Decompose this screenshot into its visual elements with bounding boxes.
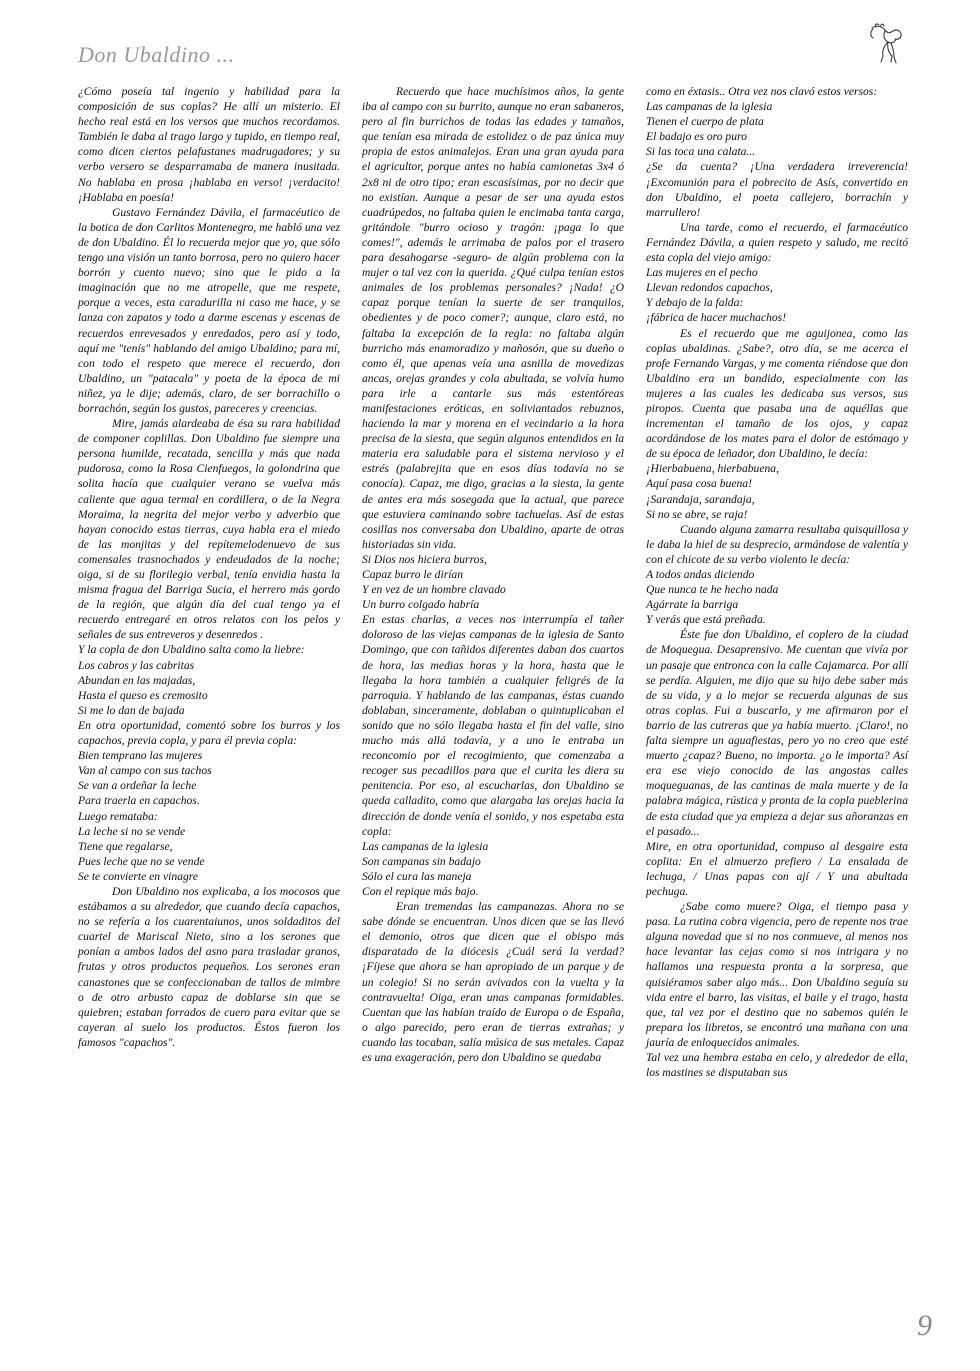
verse-line: Las campanas de la iglesia	[362, 839, 489, 853]
body-paragraph: Mire, jamás alardeaba de ésa su rara habilidad de componer coplillas. Don Ubaldino fue siempre una persona humilde, recatada, sencilla y más que nada pudorosa, como la Rosa Cienfuegos, la golondrina que solita hacía que cualquier verano se vuelva más caliente que agua termal en cordillera, o de la Negra Moraima, la negrita del mejor verbo y adverbio que hayan conocido estas tierras, cuya habla era el miedo de las monjitas y del repítemelodenuevo de sus comensales trasnochados y endeudados de la noche; oiga, si de su florilegio verbal, tenía envidia hasta la misma fragua del Barriga Sucia, el herrero más gordo de la región, que algún día del cual tengo ya el recuerdo entregaré en otros relatos con los pelos y señales de sus entreveros y desenredos .	[78, 417, 340, 642]
verse-line: Aquí pasa cosa buena!	[646, 477, 752, 491]
verse-line: Son campanas sin badajo	[362, 854, 481, 868]
verse-line: Hasta el queso es cremosito	[78, 688, 208, 702]
body-paragraph: Cuando alguna zamarra resultaba quisquillosa y le daba la hiel de su desprecio, armándose de valentía y con el chicote de su verbo violento le decía:	[646, 522, 908, 566]
verse-line: Si las toca una calata...	[646, 145, 756, 159]
body-paragraph: Una tarde, como el recuerdo, el farmacéutico Fernández Dávila, a quien respeto y saludo, me recitó esta copla del viejo amigo:	[646, 220, 908, 265]
verse-line: Sólo el cura las maneja	[362, 869, 472, 883]
page-title: Don Ubaldino ...	[78, 42, 235, 67]
verse-line: ¡Sarandaja, sarandaja,	[646, 492, 755, 506]
body-paragraph: ¿Sabe como muere? Oiga, el tiempo pasa y pasa. La rutina cobra vigencia, pero de repente nos trae alguna novedad que si no nos conmueve, al menos nos hace levantar las cejas como si nos intrigara y no hallamos una respuesta pronta a la sorpresa, que quisiéramos saber algo más... Don Ubaldino seguía su vida entre el barro, las visitas, el baile y el trago, hasta que, tal vez por el destino que no sabemos quién le prepara los libretos, se encontró una mañana con una jauría de enloquecidos animales.	[646, 900, 908, 1049]
verse-line: Y debajo de la falda:	[646, 296, 744, 310]
verse-line: Y verás que está preñada.	[646, 613, 766, 627]
column-3	[646, 84, 908, 1080]
body-paragraph: En estas charlas, a veces nos interrumpía el tañer doloroso de las viejas campanas de la iglesia de Santo Domingo, que con tañidos diferentes daban dos cuartos de hora, las medias horas y la hora, hasta que le llegaba la hora también a cualquier feligrés de la parroquia. Y hablando de las campanas, éstas cuando doblaban, sinceramente, doblaban o quintuplicaban el sonido que no sólo llegaba hasta el fin del valle, sino mucho más allá todavía, y a uno le entraba un reconcomio por el recogimiento, que comenzaba a recoger sus pecadillos para que el curita les diera su penitencia. Por eso, al escucharlas, don Ubaldino se queda calladito, como que alargaba las orejas hacia la dirección de donde venía el sonido, y nos espetaba esta copla:	[362, 613, 624, 838]
llama-logo-icon	[864, 22, 910, 66]
verse-line: El badajo es oro puro	[646, 130, 747, 144]
body-paragraph: Éste fue don Ubaldino, el coplero de la ciudad de Moquegua. Desaprensivo. Me cuentan que vivía por un pasaje que entronca con la calle Cajamarca. Por allí se perdía. Alguien, me dijo que su hijo debe saber más de su vida, y a lo mejor se recuerda algunas de sus otras coplas. Fui a buscarlo, y me afirmaron por el barrio de las cutreras que ya había muerto. ¡Claro!, no falta siempre un aguafiestas, pero yo no creo que esté muerto ¿capaz? Bueno, no importa. ¿o le importa? Así era ese viejo conocido de las angostas calles moqueguanas, de las cantinas de mala muerte y de la palabra mágica, rústica y pronta de la copla pueblerina de esta ciudad que ya empieza a dejar sus añoranzas en el pasado...	[646, 628, 908, 838]
page-number: 9	[917, 1309, 932, 1342]
verse-line: Con el repique más bajo.	[362, 884, 479, 898]
verse-line: Luego remataba:	[78, 809, 158, 823]
body-paragraph: ¿Cómo poseía tal ingenio y habilidad para la composición de sus coplas? He allí un misterio. El hecho real está en los versos que muchos recordamos. También le daba al trago largo y tupido, en tiempo real, como dicen ciertos pelafustanes madrugadores; y su verbo versero se desparramaba de manera inusitada. No hablaba en prosa ¡hablaba en verso! ¡verdacito! ¡Hablaba en poesía!	[78, 85, 340, 204]
body-paragraph: Gustavo Fernández Dávila, el farmacéutico de la botica de don Carlitos Montenegro, me habló una vez de don Ubaldino. Él lo recuerda mejor que yo, que sólo tengo una visión un tanto borrosa, pero no quiero hacer borrón y cuento nuevo; sino que le pido a la imaginación que no me atropelle, que me respete, porque a veces, esta caradurilla ni caso me hace, y se lanza con zapatos y todo a darme escenas y escenas de recuerdos enrevesados y enredados, pero así y todo, aquí me "tenís" hablando del amigo Ubaldino; para mí, con todo el respeto que merece el recuerdo, don Ubaldino, un "patacala" y poeta de la época de mi niñez, ya le dije; además, claro, de ser borrachillo o borrachón, según los gustos, pareceres y creencias.	[78, 205, 340, 415]
verse-line: Se van a ordeñar la leche	[78, 779, 197, 793]
verse-line: Un burro colgado habría	[362, 598, 480, 612]
verse-line: La leche si no se vende	[78, 824, 186, 838]
body-paragraph: Recuerdo que hace muchísimos años, la gente iba al campo con su burrito, aunque no eran sabaneros, pero al fin burrichos de todas las edades y tamaños, que tenían esa mirada de estolidez o de paz única muy propia de estos animalejos. Eran una gran ayuda para el agricultor, porque antes no había camionetas 3x4 ó 2x8 ni de otro tipo; eran escasísimas, por no decir que no existían. Aunque a pesar de ser una ayuda estos cuadrúpedos, no faltaba quien le encimaba tanta carga, gritándole "burro ocioso y tragón: ¡paga lo que comes!", además le arrimaba de palos por el trasero para desahogarse -seguro- de algún problema con la mujer o tal vez con la querida. ¿Qué culpa tenían estos animales de los problemas personales? ¡Nada! ¿O capaz porque tenían la suerte de ser tranquilos, obedientes y de poco comer?; aunque, claro está, no faltaba la excepción de la regla: no faltaba algún burricho más enamoradizo y mañosón, que su dueño o como él, que apenas veía una asnilla de movedizas ancas, orejas grandes y cola abultada, se volvía humo para irle a cantarle sus más estentóreas manifestaciones eróticas, en soliviantados rebuznos, haciendo la mar y morena en el vecindario a la hora precisa de la siesta, que según algunos entendidos en la materia era saludable para el sistema nervioso y el estrés (palabrejita que en esos días todavía no se conocía). Capaz, me digo, gracias a la siesta, la gente de antes era más sosegada que la actual, que parece que estuviera caminando sobre tachuelas. Así de estas cosillas nos conversaba don Ubaldino, aparte de otras historiadas sin vida.	[362, 85, 624, 551]
column-1	[78, 84, 340, 1080]
verse-line: Pues leche que no se vende	[78, 854, 205, 868]
verse-line: Llevan redondos capachos,	[646, 281, 773, 295]
body-paragraph: Eran tremendas las campanazas. Ahora no se sabe dónde se encuentran. Unos dicen que se las llevó el demonio, otros que dicen que el obispo más disparatado de la diócesis ¿Cuál será la verdad? ¡Fíjese que ahora se han apropiado de un parque y de un colegio! Si no serán avivados con la vuelta y la contravuelta! Oiga, eran unas campanas formidables. Cuentan que las habían traído de Europa o de España, o algo parecido, pero eran de tierras extrañas; y cuando las tocaban, salía música de sus metales. Capaz es una exageración, pero don Ubaldino se quedaba	[362, 900, 624, 1064]
verse-line: Los cabros y las cabritas	[78, 658, 195, 672]
verse-line: Las campanas de la iglesia	[646, 100, 773, 114]
column-2	[362, 84, 624, 1080]
verse-line: Agárrate la barriga	[646, 598, 739, 612]
verse-line: Para traerla en capachos.	[78, 794, 200, 808]
verse-line: Se te convierte en vinagre	[78, 869, 198, 883]
body-paragraph: ¿Se da cuenta? ¡Una verdadera irreverencia! ¡Excomunión para el pobrecito de Asís, convertido en don Ubaldino, el poeta callejero, borrachín y marrullero!	[646, 160, 908, 219]
body-paragraph: Es el recuerdo que me aguijonea, como las coplas ubaldinas. ¿Sabe?, otro día, se me acerca el profe Fernando Vargas, y me comenta riéndose que don Ubaldino era un bandido, especialmente con las mujeres a las cuales les dedicaba sus versos, sus piropos. Cuenta que pasaba una de aquéllas que incrementan el tamaño de los ojos, y capaz acordándose de los mates para el dolor de estómago y de su época de leñador, don Ubaldino, le decía:	[646, 326, 908, 461]
verse-line: Y la copla de don Ubaldino salta como la liebre:	[78, 643, 305, 657]
verse-line: Tienen el cuerpo de plata	[646, 115, 764, 129]
body-paragraph: Tal vez una hembra estaba en celo, y alrededor de ella, los mastines se disputaban sus	[646, 1051, 908, 1080]
verse-line: Van al campo con sus tachos	[78, 764, 212, 778]
verse-line: ¡Hierbabuena, hierbabuena,	[646, 462, 779, 476]
body-paragraph: Mire, en otra oportunidad, compuso al desgaire esta coplita: En el almuerzo prefiero / La ensalada de lechuga, / Unas papas con ají / Y una abultada pechuga.	[646, 839, 908, 898]
verse-line: Que nunca te he hecho nada	[646, 583, 779, 597]
verse-line: Y en vez de un hombre clavado	[362, 583, 506, 597]
verse-line: Si me lo dan de bajada	[78, 703, 185, 717]
verse-line: Abundan en las majadas,	[78, 673, 196, 687]
verse-line: Si no se abre, se raja!	[646, 507, 748, 521]
body-paragraph: como en éxtasis.. Otra vez nos clavó estos versos:	[646, 85, 878, 98]
verse-line: Si Dios nos hiciera burros,	[362, 552, 487, 566]
verse-line: A todos andas diciendo	[646, 568, 755, 581]
verse-line: ¡fábrica de hacer muchachos!	[646, 311, 787, 325]
verse-line: Las mujeres en el pecho	[646, 266, 758, 280]
verse-line: Tiene que regalarse,	[78, 839, 173, 853]
body-paragraph: Don Ubaldino nos explicaba, a los mocosos que estábamos a su alrededor, que cuando decía capachos, no se refería a los cuarentaiunos, unos soldaditos del cuartel de Mariscal Nieto, sino a los serones que ponían a ambos lados del asno para trasladar granos, frutas y otros productos pequeños. Los serones eran canastones que se confeccionaban de tallos de mimbre o de otro arbusto capaz de doblarse sin que se quiebren; estaban forrados de cuero para evitar que se cayeran al suelo los productos. Éstos fueron los famosos "capachos".	[78, 884, 340, 1049]
article-columns	[78, 84, 908, 1080]
verse-line: Capaz burro le dirían	[362, 568, 464, 581]
verse-line: Bien temprano las mujeres	[78, 749, 203, 763]
body-paragraph: En otra oportunidad, comentó sobre los burros y los capachos, previa copla, y para él previa copla:	[78, 718, 340, 748]
